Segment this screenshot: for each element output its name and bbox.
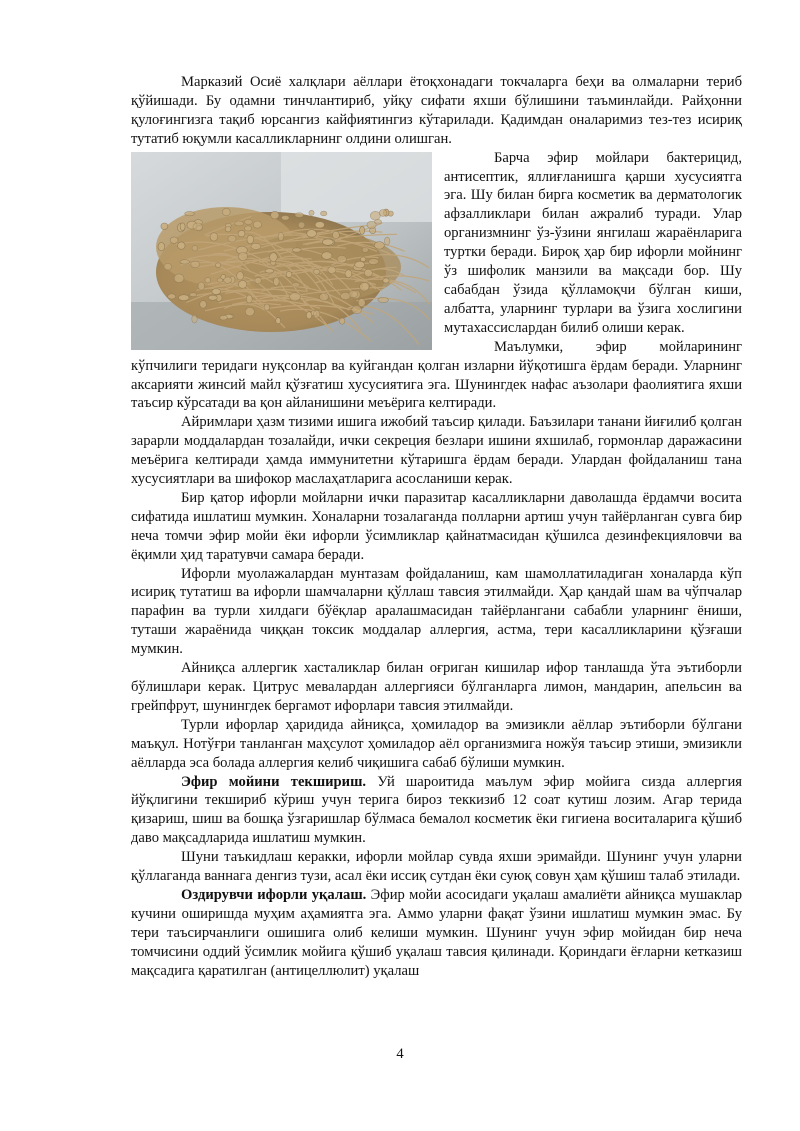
seed-pod bbox=[322, 239, 333, 245]
seed-pod bbox=[224, 277, 232, 283]
seed-pod bbox=[339, 317, 345, 323]
seed-pod bbox=[281, 215, 289, 220]
seed-pod bbox=[313, 269, 319, 274]
seed-pod bbox=[192, 245, 198, 251]
seed-pod bbox=[237, 271, 244, 279]
seed-pod bbox=[385, 237, 390, 245]
seed-pod bbox=[383, 278, 389, 283]
seed-pod bbox=[238, 230, 245, 237]
seed-pod bbox=[306, 311, 312, 318]
seed-pod bbox=[369, 258, 379, 264]
dried-plant-photo bbox=[131, 152, 432, 350]
seed-pod bbox=[362, 247, 368, 252]
oil-test-text: Уй шароитида маълум эфир мойига сизда аллергия йўқлигини текшириб кўриш учун терига бироз теккизиб 12 соат кутиш лозим. Агар терида қизариш, шиш ва бошқа ўзгаришлар бўлмаса бемалол косметик ёки гигиена воситаларига қўшиб даво мақсадларида ишлатиш мумкин. bbox=[131, 773, 742, 847]
seed-pod bbox=[238, 280, 246, 288]
seed-pod bbox=[255, 277, 262, 283]
seed-pod bbox=[292, 247, 301, 251]
seed-pod bbox=[355, 261, 365, 268]
seed-pod bbox=[253, 221, 261, 228]
seed-pod bbox=[315, 221, 324, 227]
paragraph-allergy: Айниқса аллергик хасталиклар билан оғриган кишилар ифор танлашда ўта эътиборли бўлишлари керак. Цитрус мевалардан аллергияси бўлганларга лимон, мандарин, апельсин ва грейпфрут, шунингдек бергамот ифорлари тавсия этилмайди. bbox=[131, 660, 742, 714]
paragraph-candles: Ифорли муолажалардан мунтазам фойдаланиш, кам шамоллатиладиган хоналарда кўп исириқ тутатиш ва ифорли шамчаларни қўллаш тавсия этилмайди. Ҳар қандай шам ва чўпчалар парафин ва турли хилдаги бўёқлар аралашмасидан тайёрлангани сабабли уларнинг ёниши, туташи жараёнида чиққан токсик моддалар аллергия, астма, тери касалликларини қўзғаши мумкин. bbox=[131, 565, 742, 658]
paragraph-digestion: Айримлари ҳазм тизими ишига ижобий таъсир қилади. Баъзилари танани йиғилиб қолган зарарли моддалардан тозалайди, ички секреция безлари ишини яхшилаб, гормонлар даражасини меъёрига келтиради ҳамда иммунитетни кўтаришга ёрдам беради. Улардан фойдаланиш тана хусусиятлари ва шифокор маслаҳатларига асосланиши керак. bbox=[131, 414, 742, 488]
seed-pod bbox=[264, 304, 270, 310]
seed-pod bbox=[217, 278, 223, 282]
seed-pod bbox=[360, 282, 369, 291]
seed-pod bbox=[271, 211, 279, 219]
seed-pod bbox=[270, 252, 278, 261]
paragraph-test bbox=[131, 773, 742, 849]
seed-pod bbox=[374, 241, 384, 248]
seed-pod bbox=[292, 282, 300, 286]
page-body bbox=[131, 73, 742, 981]
seed-pod bbox=[244, 225, 251, 230]
seed-pod bbox=[322, 251, 332, 259]
paragraph-parasites: Бир қатор ифорли мойларни ички паразитар касалликларни даволашда ёрдамчи восита сифатида ишлатиш мумкин. Хоналарни тозалаганда полларни артиш учун тайёрланган сувга бир неча томчи эфир мойи ёки ифорли ўсимликлар қайнатмасидан қўшилса дезинфекцияловчи ва ёқимли ҳид таратувчи самара беради. bbox=[131, 489, 742, 563]
seed-pod bbox=[265, 268, 274, 272]
seed-pod bbox=[246, 295, 252, 303]
heading-massage: Оздирувчи ифорли уқалаш. bbox=[181, 886, 367, 903]
paragraph-solubility: Шуни таъкидлаш керакки, ифорли мойлар сувда яхши эримайди. Шунинг учун уларни қўллаганда ваннага денгиз тузи, асал ёки иссиқ сутдан ёки суюқ совун ҳам қўшиш талаб этилади. bbox=[131, 849, 742, 885]
seed-pod bbox=[358, 298, 365, 306]
seed-pod bbox=[192, 315, 197, 323]
seed-pod bbox=[170, 237, 178, 244]
seed-pod bbox=[220, 315, 228, 320]
seed-pod bbox=[278, 232, 284, 240]
seed-pod bbox=[158, 242, 165, 250]
seed-pod bbox=[321, 211, 327, 216]
massage-text: Эфир мойи асосидаги уқалаш амалиёти айниқса мушаклар кучини оширишда муҳим аҳамиятга эга. Аммо уларни фақат ўзини ишлатиш мумкин эмас. Бу тери таъсирчанлиги ошишига олиб келиши мумкин. Шунинг учун эфир мойидан бир неча томчисини оддий ўсимлик мойига қўшиб уқалаш тавсия қилинади. Қориндаги ёғларни кетказиш мақсадига қаратилган (антицеллюлит) уқалаш bbox=[131, 886, 742, 979]
seed-pod bbox=[360, 257, 365, 262]
seed-pod bbox=[215, 262, 220, 267]
seed-pod bbox=[198, 282, 205, 290]
seed-pod bbox=[235, 221, 244, 226]
seed-pod bbox=[290, 292, 301, 300]
seed-pod bbox=[205, 277, 211, 283]
seed-pod bbox=[367, 221, 376, 228]
seed-pod bbox=[164, 263, 172, 270]
seed-pod bbox=[239, 252, 248, 260]
seed-pod bbox=[286, 271, 292, 277]
page-number: 4 bbox=[396, 1046, 404, 1062]
seed-pod bbox=[168, 293, 176, 298]
seed-pod bbox=[309, 210, 314, 215]
seed-pod bbox=[180, 222, 185, 230]
seed-pod bbox=[185, 211, 195, 215]
seed-pod bbox=[210, 232, 218, 240]
seed-pod bbox=[276, 317, 281, 323]
seed-pod bbox=[200, 300, 207, 308]
seed-pod bbox=[190, 292, 197, 296]
heading-oil-test: Эфир мойини текшириш. bbox=[181, 773, 367, 790]
paragraph-massage bbox=[131, 886, 742, 981]
seed-pod bbox=[314, 310, 320, 318]
seed-pod bbox=[298, 222, 305, 228]
paragraph-essential-oils: Барча эфир мойлари бактерицид, антисептик, яллиғланишга қарши хусусиятга эга. Шу билан бирга косметик ва дерматологик афзалликлари билан ажралиб туради. Улар организмнинг ўз-ўзини янгилаш жараёнларига туртки беради. Бироқ ҳар бир ифорли мойнинг ўз шифолик манзили ва мақсади бор. Шу сабабдан ўзида қўлламоқчи бўлган киши, албатта, уларнинг турлари ва ўзига хослигини мутахассислардан билиб олиши керак. bbox=[444, 149, 742, 336]
seed-pod bbox=[337, 255, 346, 263]
seed-pod bbox=[370, 211, 380, 220]
seed-pod bbox=[364, 269, 372, 277]
seed-pod bbox=[247, 235, 254, 244]
seed-pod bbox=[244, 219, 252, 224]
seed-pod bbox=[161, 223, 168, 230]
seed-pod bbox=[245, 307, 254, 315]
seed-pod bbox=[225, 226, 231, 231]
seed-pod bbox=[178, 242, 186, 249]
paragraph-pregnancy: Турли ифорлар ҳаридида айниқса, ҳомиладор ва эмизикли аёллар эътиборли бўлгани маъқул. Нотўғри танланган маҳсулот ҳомиладор аёл организмига ножўя таъсир этиши, эмизикли аёлларда эса болада аллергия келиб чиқишига сабаб бўлиши мумкин. bbox=[131, 716, 742, 771]
seed-pod bbox=[208, 295, 217, 300]
seed-pod bbox=[379, 209, 387, 216]
seed-pod bbox=[378, 297, 389, 302]
seed-pod bbox=[273, 277, 279, 286]
paragraph-intro: Марказий Осиё халқлари аёллари ётоқхонадаги токчаларга беҳи ва олмаларни териб қўйишади. Бу одамни тинчлантириб, уйқу сифати яхши бўлишини таъминлайди. Райҳонни қулоғингизга тақиб юрсангиз кайфиятингиз кўтарилади. Қадимдан оналаримиз тез-тез исириқ тутатиб юқумли касалликларнинг олдини олишган. bbox=[131, 74, 742, 147]
seed-pod bbox=[307, 229, 317, 237]
seed-pod bbox=[319, 293, 328, 300]
seed-pod bbox=[179, 294, 190, 300]
seed-pod bbox=[328, 266, 336, 273]
seed-pod bbox=[332, 231, 339, 239]
seed-pod bbox=[352, 306, 362, 314]
dried-plant-illustration bbox=[131, 152, 432, 350]
seed-pod bbox=[222, 208, 230, 216]
seed-pod bbox=[212, 288, 221, 294]
seed-pod bbox=[360, 226, 365, 234]
seed-pod bbox=[345, 269, 352, 277]
seed-pod bbox=[180, 259, 190, 263]
seed-pod bbox=[295, 212, 304, 217]
seed-pod bbox=[341, 292, 351, 299]
seed-pod bbox=[251, 243, 261, 249]
seed-pod bbox=[174, 274, 184, 283]
paragraph-skin: Маълумки, эфир мойларининг кўпчилиги теридаги нуқсонлар ва куйгандан қолган изларни йўқотишга ёрдам беради. Уларнинг аксарияти жинсий майл қўзғатиш хусусиятига эга. Шунингдек нафас аъзолари фаолиятига яхши таъсир кўрсатади ва қон айланишини меъёрига келтиради. bbox=[131, 338, 742, 412]
seed-pod bbox=[191, 261, 200, 268]
seed-pod bbox=[193, 223, 203, 230]
seed-pod bbox=[228, 235, 236, 242]
